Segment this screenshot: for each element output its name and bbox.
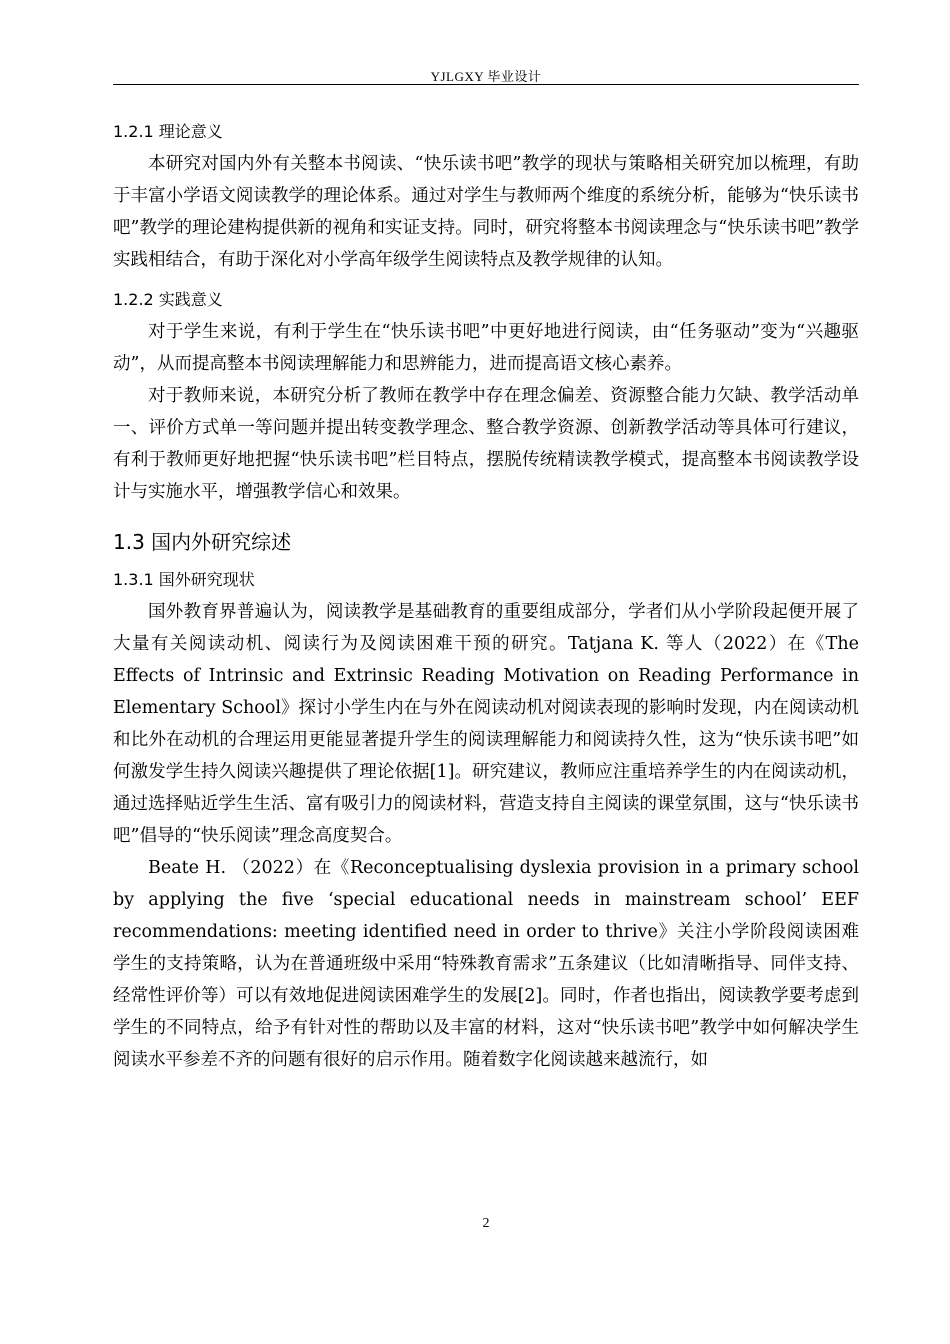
page-number: 2 (482, 1216, 490, 1231)
section-heading-1-2-2: 1.2.2 实践意义 (113, 290, 223, 309)
paragraph: 对于学生来说，有利于学生在“快乐读书吧”中更好地进行阅读，由“任务驱动”变为“兴趣驱动”，从而提高整本书阅读理解能力和思辨能力，进而提高语文核心素养。 (113, 322, 859, 374)
section-heading-1-2-1: 1.2.1 理论意义 (113, 122, 223, 141)
paragraph: Beate H. （2022）在《Reconceptualising dyslexia provision in a primary school by applying the five ‘special educational needs in mainstream school’ EEF recommendations: meeting identified need in order to thrive》关注小学阶段阅读困难学生的支持策略，认为在普通班级中采用“特殊教育需求”五条建议（比如清晰指导、同伴支持、经常性评价等）可以有效地促进阅读困难学生的发展[2]。同时，作者也指出，阅读教学要考虑到学生的不同特点，给予有针对性的帮助以及丰富的材料，这对“快乐读书吧”教学中如何解决学生阅读水平参差不齐的问题有很好的启示作用。随着数字化阅读越来越流行，如 (113, 858, 859, 1070)
page-body (113, 116, 859, 1076)
paragraph: 对于教师来说，本研究分析了教师在教学中存在理念偏差、资源整合能力欠缺、教学活动单一、评价方式单一等问题并提出转变教学理念、整合教学资源、创新教学活动等具体可行建议，有利于教师更好地把握“快乐读书吧”栏目特点，摆脱传统精读教学模式，提高整本书阅读教学设计与实施水平，增强教学信心和效果。 (113, 386, 859, 502)
page-header: YJLGXY 毕业设计 (430, 69, 542, 84)
section-heading-1-3: 1.3 国内外研究综述 (113, 530, 292, 554)
paragraph: 本研究对国内外有关整本书阅读、“快乐读书吧”教学的现状与策略相关研究加以梳理，有助于丰富小学语文阅读教学的理论体系。通过对学生与教师两个维度的系统分析，能够为“快乐读书吧”教学的理论建构提供新的视角和实证支持。同时，研究将整本书阅读理念与“快乐读书吧”教学实践相结合，有助于深化对小学高年级学生阅读特点及教学规律的认知。 (113, 154, 859, 270)
section-heading-1-3-1: 1.3.1 国外研究现状 (113, 570, 255, 589)
paragraph: 国外教育界普遍认为，阅读教学是基础教育的重要组成部分，学者们从小学阶段起便开展了大量有关阅读动机、阅读行为及阅读困难干预的研究。Tatjana K. 等人（2022）在《The Effects of Intrinsic and Extrinsic Reading Motivation on Reading Performance in Elementary School》探讨小学生内在与外在阅读动机对阅读表现的影响时发现，内在阅读动机和比外在动机的合理运用更能显著提升学生的阅读理解能力和阅读持久性，这为“快乐读书吧”如何激发学生持久阅读兴趣提供了理论依据[1]。研究建议，教师应注重培养学生的内在阅读动机，通过选择贴近学生生活、富有吸引力的阅读材料，营造支持自主阅读的课堂氛围，这与“快乐读书吧”倡导的“快乐阅读”理念高度契合。 (113, 602, 859, 846)
header-divider (113, 84, 859, 85)
